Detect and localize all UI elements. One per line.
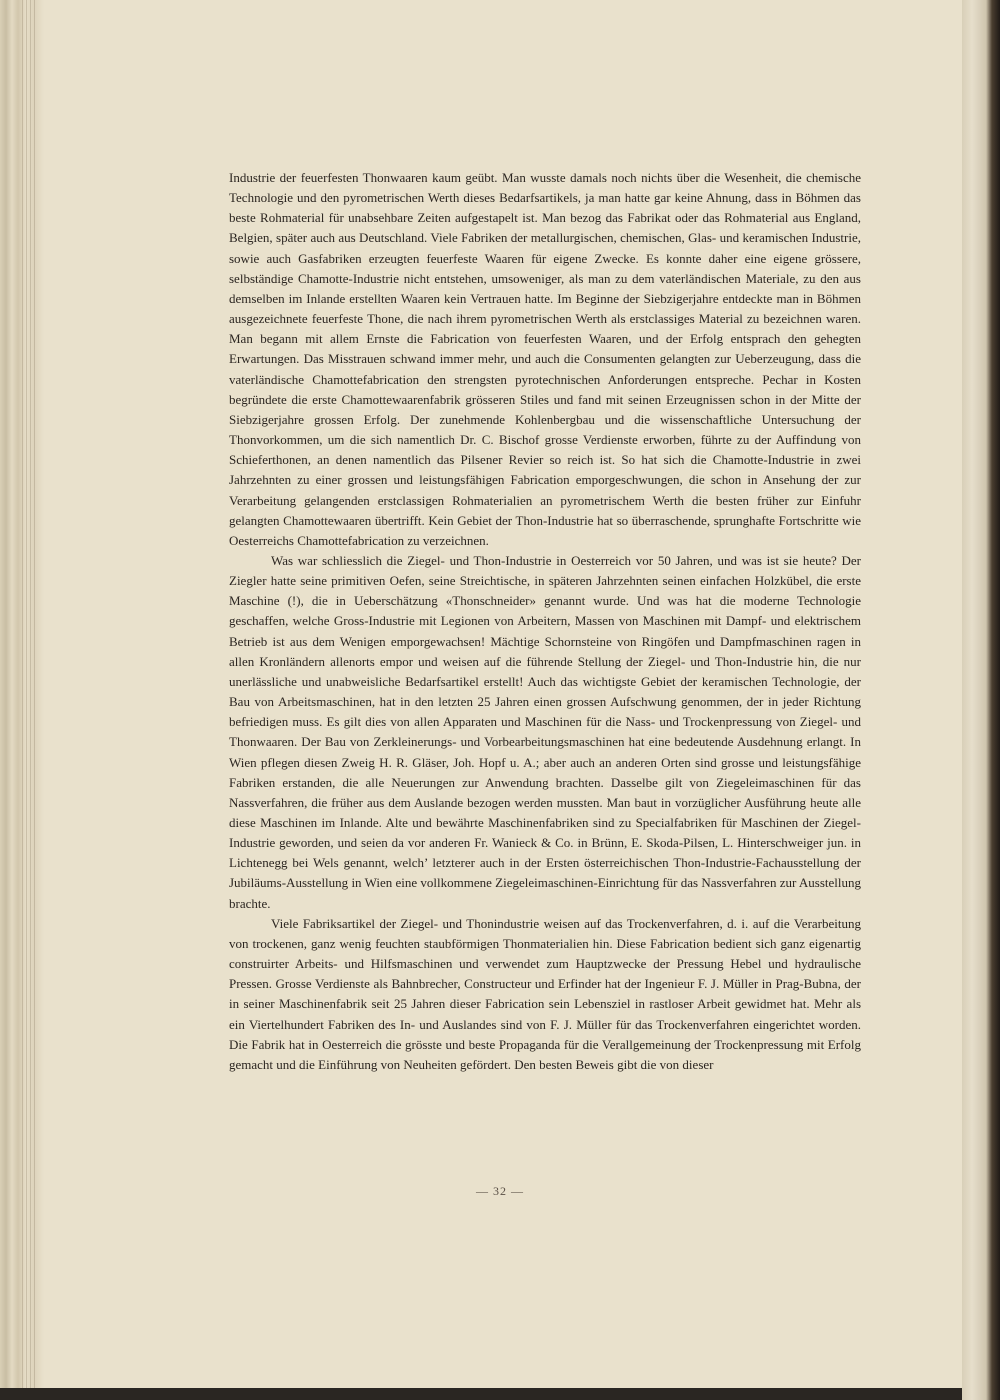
book-spine-edge xyxy=(0,0,44,1388)
paragraph-3: Viele Fabriksartikel der Ziegel- und Thonindustrie weisen auf das Trockenverfahren, d. i. auf die Verarbeitung von trockenen, ganz wenig feuchten staubförmigen Thonmaterialien hin. Diese Fabrication bedient sich ganz eigenartig construirter Arbeits- und Hilfsmaschinen und verwendet zum Hauptzwecke der Pressung Hebel und hydraulische Pressen. Grosse Verdienste als Bahnbrecher, Constructeur und Erfinder hat der Ingenieur F. J. Müller in Prag-Bubna, der in seiner Maschinenfabrik seit 25 Jahren dieser Fabrication sein Lebensziel in rastloser Arbeit gewidmet hat. Mehr als ein Viertelhundert Fabriken des In- und Auslandes sind von F. J. Müller für das Trockenverfahren eingerichtet worden. Die Fabrik hat in Oesterreich die grösste und beste Propaganda für die Verallgemeinung der Trockenpressung mit Erfolg gemacht und die Einführung von Neuheiten gefördert. Den besten Beweis gibt die von dieser xyxy=(229,915,861,1072)
page-stack-lines xyxy=(22,0,38,1388)
scan-bottom-border xyxy=(0,1388,962,1400)
paragraph-2: Was war schliesslich die Ziegel- und Thon-Industrie in Oesterreich vor 50 Jahren, und was ist sie heute? Der Ziegler hatte seine primitiven Oefen, seine Streichtische, in späteren Jahrzehnten seinen einfachen Holzkübel, die erste Maschine (!), die in Ueberschätzung «Thonschneider» genannt wurde. Und was hat die moderne Technologie geschaffen, welche Gross-Industrie mit Legionen von Arbeitern, Massen von Maschinen mit Dampf- und elektrischem Betrieb ist aus dem Wenigen emporgewachsen! Mächtige Schornsteine von Ringöfen und Dampfmaschinen ragen in allen Kronländern allenorts empor und weisen auf die führende Stellung der Ziegel- und Thon-Industrie hin, die nur unerlässliche und unabweisliche Bedarfsartikel erstellt! Auch das wichtigste Gebiet der keramischen Technologie, der Bau von Arbeitsmaschinen, hat in den letzten 25 Jahren einen grossen Aufschwung genommen, der in jeder Richtung befriedigen muss. Es gilt dies von allen Apparaten und Maschinen für die Nass- und Trockenpressung von Ziegel- und Thonwaaren. Der Bau von Zerkleinerungs- und Vorbearbeitungsmaschinen hat eine bedeutende Ausdehnung erlangt. In Wien pflegen diesen Zweig H. R. Gläser, Joh. Hopf u. A.; aber auch an anderen Orten sind grosse und leistungsfähige Fabriken erstanden, die alle Neuerungen zur Anwendung brachten. Dasselbe gilt von Ziegeleimaschinen für das Nassverfahren, die früher aus dem Auslande bezogen werden mussten. Man baut in vorzüglicher Ausführung heute alle diese Maschinen im Inlande. Alte und bewährte Maschinenfabriken sind zu Specialfabriken für Maschinen der Ziegel-Industrie geworden, und seien da vor anderen Fr. Wanieck & Co. in Brünn, E. Skoda-Pilsen, L. Hinterschweiger jun. in Lichtenegg bei Wels genannt, welch’ letzterer auch in der Ersten österreichischen Thon-Industrie-Fachausstellung der Jubiläums-Ausstellung in Wien eine vollkommene Ziegeleimaschinen-Einrichtung für das Nassverfahren zur Ausstellung brachte. xyxy=(229,552,861,911)
paragraph-1: Industrie der feuerfesten Thonwaaren kaum geübt. Man wusste damals noch nichts über die Wesenheit, die chemische Technologie und den pyrometrischen Werth dieses Bedarfsartikels, ja man hatte gar keine Ahnung, dass in Böhmen das beste Rohmaterial für unabsehbare Zeiten aufgestapelt ist. Man bezog das Fabrikat oder das Rohmaterial aus England, Belgien, später auch aus Deutschland. Viele Fabriken der metallurgischen, chemischen, Glas- und keramischen Industrie, sowie auch Gasfabriken erzeugten feuerfeste Waaren für eigene Zwecke. Es konnte daher eine eigene grössere, selbständige Chamotte-Industrie nicht entstehen, umsoweniger, als man zu dem vaterländischen Materiale, zu den aus demselben im Inlande erstellten Waaren kein Vertrauen hatte. Im Beginne der Siebzigerjahre entdeckte man in Böhmen ausgezeichnete feuerfeste Thone, die nach ihrem pyrometrischen Werth als erstclassiges Material zu bezeichnen waren. Man begann mit allem Ernste die Fabrication von feuerfesten Waaren, und der Erfolg entsprach den gehegten Erwartungen. Das Misstrauen schwand immer mehr, und auch die Consumenten gelangten zur Ueberzeugung, dass die vaterländische Chamottefabrication den strengsten pyrotechnischen Anforderungen entspreche. Pechar in Kosten begründete die erste Chamottewaarenfabrik grösseren Stiles und fand mit seinen Erzeugnissen schon in der Mitte der Siebzigerjahre grossen Erfolg. Der zunehmende Kohlenbergbau und die wissenschaftliche Untersuchung der Thonvorkommen, um die sich namentlich Dr. C. Bischof grosse Verdienste erworben, führte zu der Auffindung von Schieferthonen, an denen namentlich das Pilsener Revier so reich ist. So hat sich die Chamotte-Industrie in zwei Jahrzehnten zu einer grossen und leistungsfähigen Fabrication emporgeschwungen, die schon in Ansehung der zur Verarbeitung gelangenden erstclassigen Rohmaterialien an pyrometrischem Werth die besten früher zur Einfuhr gelangten Chamottewaaren übertrifft. Kein Gebiet der Thon-Industrie hat so überraschende, sprunghafte Fortschritte wie Oesterreichs Chamottefabrication zu verzeichnen. xyxy=(229,170,861,548)
body-text xyxy=(229,168,861,1075)
page-number: — 32 — xyxy=(476,1184,524,1198)
